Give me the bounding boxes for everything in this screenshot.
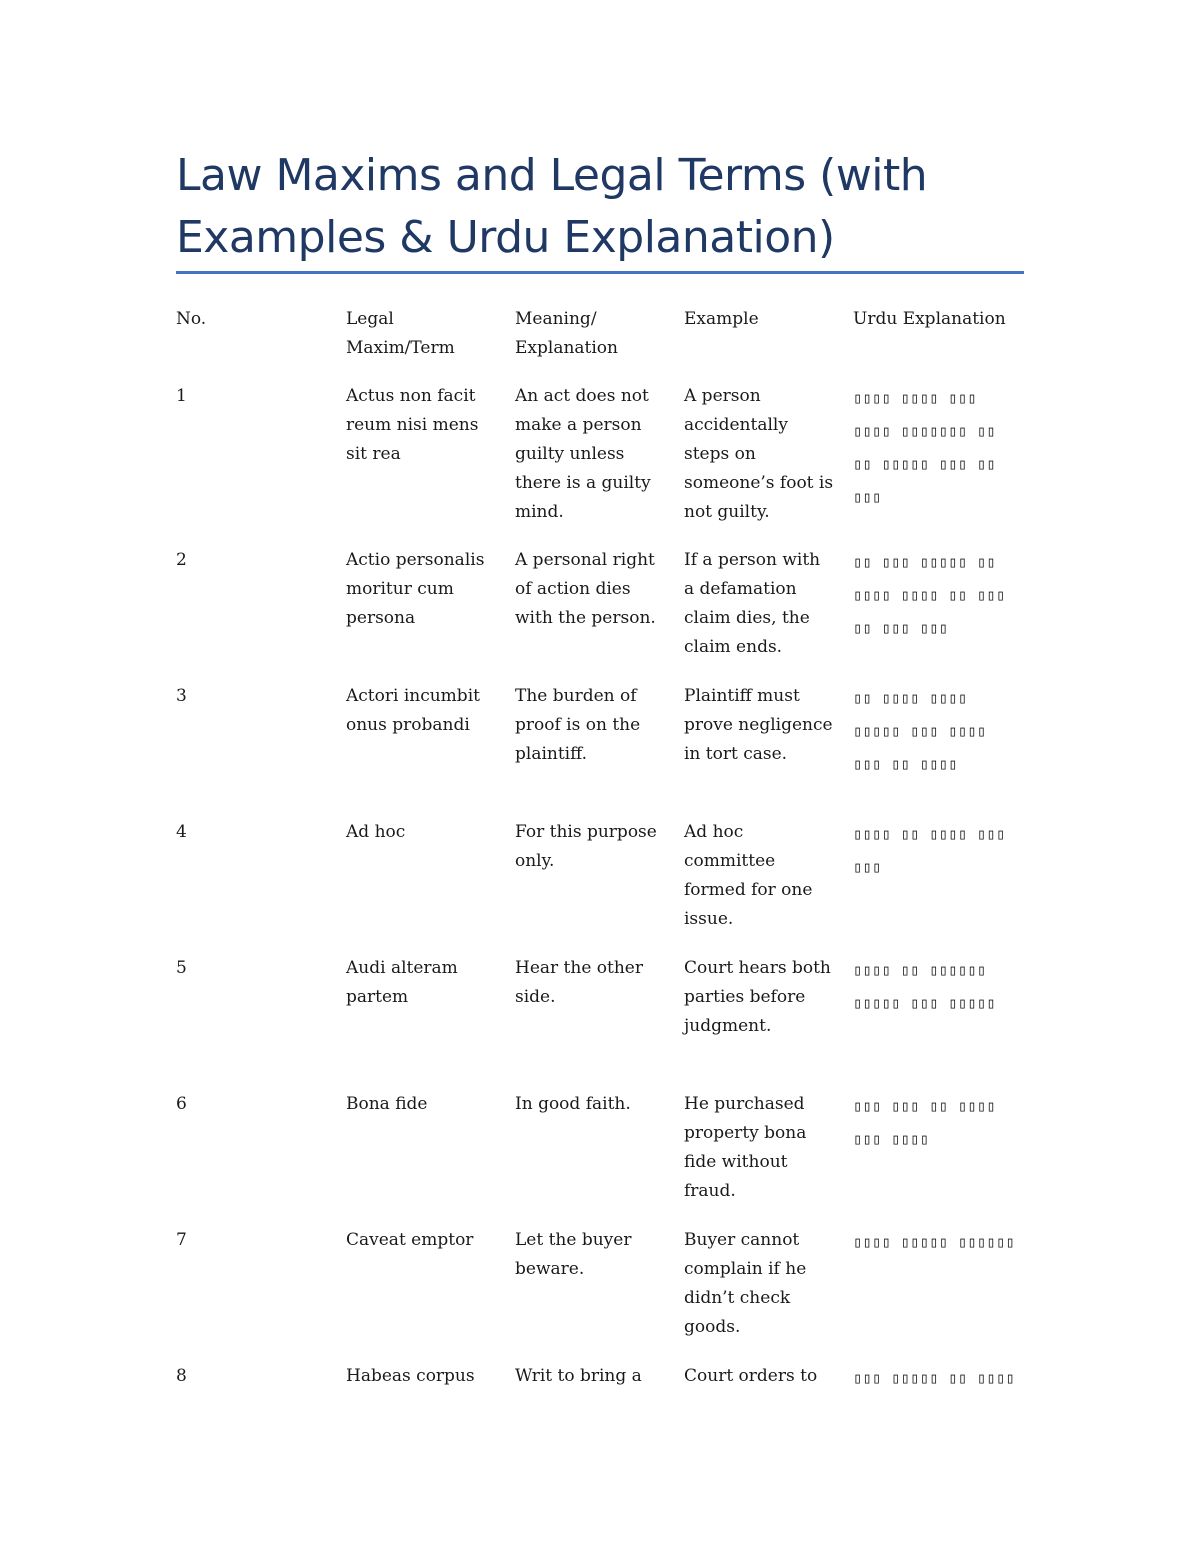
row-number: 8 bbox=[176, 1366, 187, 1386]
row-term: Bona fide bbox=[346, 1094, 428, 1114]
row-meaning: Hear the other side. bbox=[515, 958, 643, 1007]
row-example: Buyer cannot complain if he didn’t check goods. bbox=[684, 1230, 807, 1337]
row-meaning: A personal right of action dies with the person. bbox=[515, 550, 656, 628]
row-number: 4 bbox=[176, 822, 187, 842]
row-term: Actori incumbit onus probandi bbox=[346, 686, 480, 735]
row-urdu: ▯▯ ▯▯▯ ▯▯▯▯▯ ▯▯ ▯▯▯▯ ▯▯▯▯ ▯▯ ▯▯▯ ▯▯ ▯▯▯ ▯▯▯ bbox=[853, 553, 1006, 637]
header-no: No. bbox=[176, 309, 207, 329]
row-example: Plaintiff must prove negligence in tort case. bbox=[684, 686, 833, 764]
row-example: Court orders to bbox=[684, 1366, 818, 1386]
row-term: Caveat emptor bbox=[346, 1230, 474, 1250]
row-urdu: ▯▯▯▯ ▯▯▯▯ ▯▯▯ ▯▯▯▯ ▯▯▯▯▯▯▯ ▯▯ ▯▯ ▯▯▯▯▯ ▯▯▯ ▯▯ ▯▯▯ bbox=[853, 389, 996, 506]
title-underline bbox=[176, 271, 1024, 274]
table-row bbox=[176, 818, 1026, 954]
row-urdu: ▯▯ ▯▯▯▯ ▯▯▯▯ ▯▯▯▯▯ ▯▯▯ ▯▯▯▯ ▯▯▯ ▯▯ ▯▯▯▯ bbox=[853, 689, 987, 773]
row-number: 5 bbox=[176, 958, 187, 978]
row-urdu: ▯▯▯▯ ▯▯▯▯▯ ▯▯▯▯▯▯ bbox=[853, 1233, 1016, 1251]
row-term: Audi alteram partem bbox=[346, 958, 458, 1007]
table-row bbox=[176, 382, 1026, 546]
row-example: He purchased property bona fide without fraud. bbox=[684, 1094, 807, 1201]
row-number: 3 bbox=[176, 686, 187, 706]
row-meaning: In good faith. bbox=[515, 1094, 631, 1114]
row-meaning: Writ to bring a bbox=[515, 1366, 642, 1386]
row-urdu: ▯▯▯▯ ▯▯ ▯▯▯▯▯▯ ▯▯▯▯▯ ▯▯▯ ▯▯▯▯▯ bbox=[853, 961, 996, 1012]
table-row bbox=[176, 1090, 1026, 1226]
table-row bbox=[176, 1362, 1026, 1402]
row-urdu: ▯▯▯▯ ▯▯ ▯▯▯▯ ▯▯▯ ▯▯▯ bbox=[853, 825, 1006, 876]
table-row bbox=[176, 682, 1026, 818]
header-term: Legal Maxim/Term bbox=[346, 309, 455, 358]
table-header-row bbox=[176, 305, 1026, 382]
header-example: Example bbox=[684, 309, 759, 329]
row-example: A person accidentally steps on someone’s foot is not guilty. bbox=[684, 386, 834, 522]
row-term: Ad hoc bbox=[346, 822, 406, 842]
row-number: 2 bbox=[176, 550, 187, 570]
row-meaning: The burden of proof is on the plaintiff. bbox=[515, 686, 641, 764]
row-number: 1 bbox=[176, 386, 187, 406]
row-number: 7 bbox=[176, 1230, 187, 1250]
maxims-table bbox=[176, 305, 1026, 1402]
row-meaning: Let the buyer beware. bbox=[515, 1230, 632, 1279]
row-term: Habeas corpus bbox=[346, 1366, 475, 1386]
row-term: Actus non facit reum nisi mens sit rea bbox=[346, 386, 479, 464]
table-row bbox=[176, 954, 1026, 1090]
row-example: Ad hoc committee formed for one issue. bbox=[684, 822, 813, 929]
row-term: Actio personalis moritur cum persona bbox=[346, 550, 485, 628]
row-urdu: ▯▯▯ ▯▯▯▯▯ ▯▯ ▯▯▯▯ bbox=[853, 1369, 1016, 1387]
row-meaning: For this purpose only. bbox=[515, 822, 657, 871]
document-title: Law Maxims and Legal Terms (with Examples & Urdu Explanation) bbox=[176, 150, 928, 263]
row-example: Court hears both parties before judgment. bbox=[684, 958, 831, 1036]
header-urdu: Urdu Explanation bbox=[853, 309, 1006, 329]
row-meaning: An act does not make a person guilty unless there is a guilty mind. bbox=[515, 386, 651, 522]
row-example: If a person with a defamation claim dies, the claim ends. bbox=[684, 550, 821, 657]
table-row bbox=[176, 1226, 1026, 1362]
row-number: 6 bbox=[176, 1094, 187, 1114]
header-meaning: Meaning/ Explanation bbox=[515, 309, 618, 358]
table-row bbox=[176, 546, 1026, 682]
row-urdu: ▯▯▯ ▯▯▯ ▯▯ ▯▯▯▯ ▯▯▯ ▯▯▯▯ bbox=[853, 1097, 996, 1148]
